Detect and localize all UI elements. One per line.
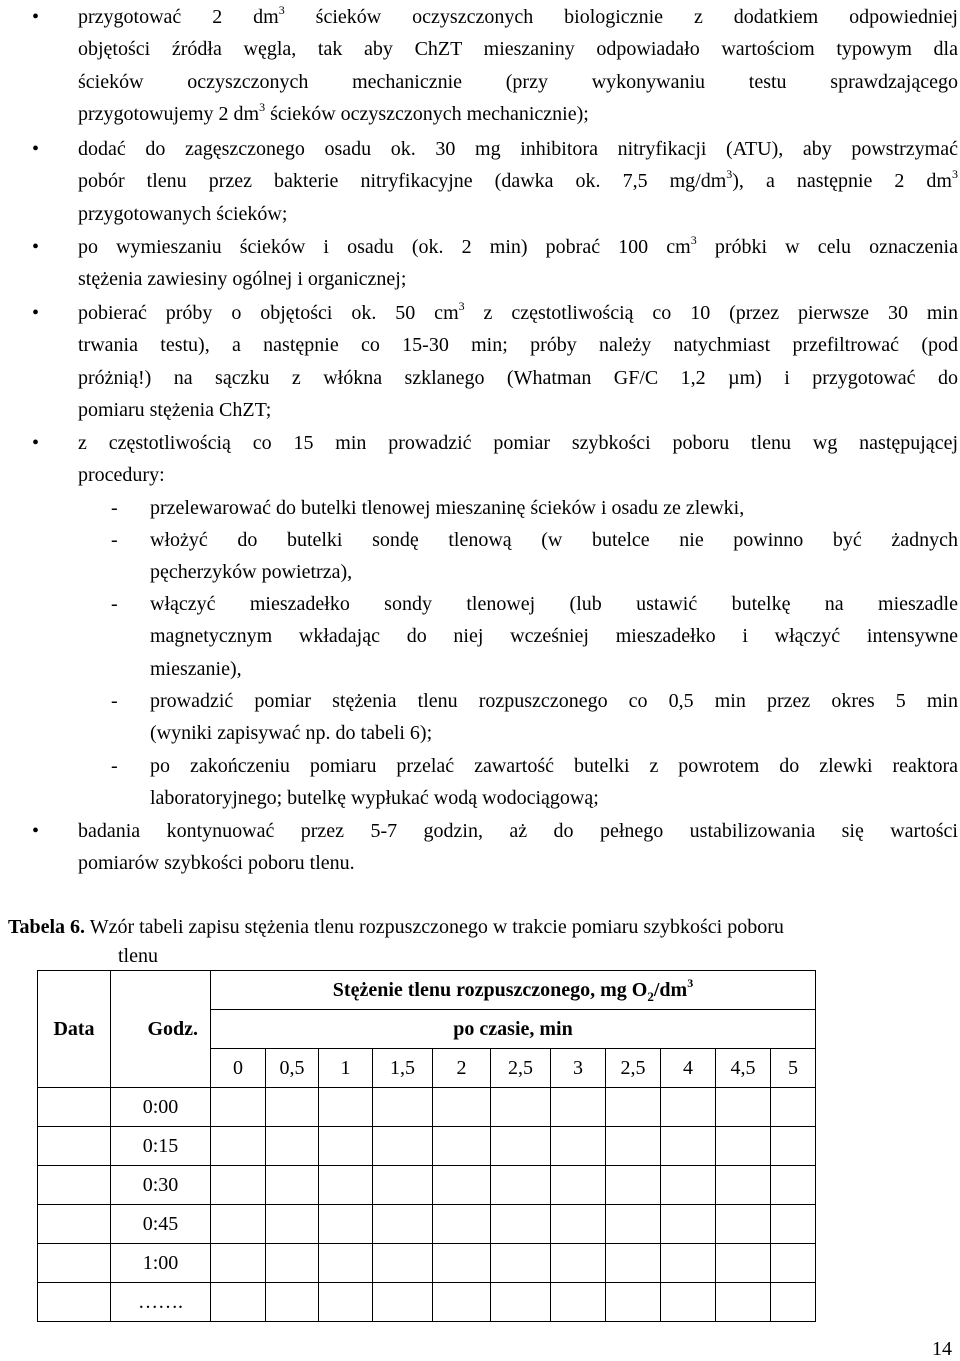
sub-item-5 [150,750,958,815]
text-line: trwania testu), a następnie co 15-30 min; próby należy natychmiast przefiltrować (pod [78,334,958,357]
bullet-item-2 [78,133,958,230]
text-line: ścieków oczyszczonych mechanicznie (przy wykonywaniu testu sprawdzającego [78,70,958,93]
page-number: 14 [932,1338,952,1360]
text-line: po wymieszaniu ścieków i osadu (ok. 2 min) pobrać 100 $cm^3$ próbki w celu oznaczenia [78,233,958,258]
text-line: mieszanie), [150,657,242,680]
table-row [38,1166,816,1205]
bullet-marker: • [32,302,40,324]
bullet-marker: • [32,6,40,28]
text-line: po zakończeniu pomiaru przelać zawartość butelki z powrotem do zlewki reaktora [150,755,958,777]
time-cell: 3 [551,1049,606,1088]
table-caption-text: Wzór tabeli zapisu stężenia tlenu rozpuszczonego w trakcie pomiaru szybkości poboru [85,916,784,938]
time-cell: 4,5 [716,1049,771,1088]
time-cell: 5 [771,1049,816,1088]
godz-cell: 1:00 [111,1244,211,1283]
header-data: Data [38,971,111,1088]
text-line: przelewarować do butelki tlenowej mieszaninę ścieków i osadu ze zlewki, [150,497,745,519]
sub-item-1 [150,492,958,524]
text-line: przygotować 2 $dm^3$ ścieków oczyszczonych biologicznie z dodatkiem odpowiedniej [78,3,958,28]
dash-marker: - [111,497,118,519]
dash-marker: - [111,529,118,551]
table-row [38,1127,816,1166]
table-row [38,1088,816,1127]
table-row [38,1205,816,1244]
text-line: włączyć mieszadełko sondy tlenowej (lub ustawić butelkę na mieszadle [150,593,958,615]
text-line: (wyniki zapisywać np. do tabeli 6); [150,722,433,745]
dash-marker: - [111,755,118,777]
text-line: przygotowujemy 2 $dm^3$ ścieków oczyszczonych mechanicznie); [78,99,589,125]
oxygen-table [37,970,816,1322]
text-line: pęcherzyków powietrza), [150,561,353,584]
dash-marker: - [111,593,118,615]
bullet-marker: • [32,820,40,842]
text-line: przygotowanych ścieków; [78,202,288,225]
text-line: objętości źródła węgla, tak aby ChZT mieszaniny odpowiadało wartościom typowym dla [78,38,958,61]
sub-item-2 [150,524,958,589]
time-cell: 2,5 [491,1049,551,1088]
time-cell: 4 [661,1049,716,1088]
text-line: prowadzić pomiar stężenia tlenu rozpuszczonego co 0,5 min przez okres 5 min [150,690,958,712]
text-line: próżnią!) na sączku z włókna szklanego (Whatman GF/C 1,2 µm) i przygotować do [78,366,958,389]
godz-cell: 0:00 [111,1088,211,1127]
text-line: laboratoryjnego; butelkę wypłukać wodą wodociągową; [150,787,599,810]
text-line: z częstotliwością co 15 min prowadzić pomiar szybkości poboru tlenu wg następującej [78,432,958,454]
table-row [38,1244,816,1283]
time-cell: 0 [211,1049,266,1088]
text-line: pomiarów szybkości poboru tlenu. [78,852,355,875]
text-line: pobór tlenu przez bakterie nitryfikacyjne (dawka ok. 7,5 $mg/dm^3$), a następnie 2 $dm^3$ [78,167,958,193]
text-line: włożyć do butelki sondę tlenową (w butelce nie powinno być żadnych [150,529,958,551]
table-caption-text-cont: tlenu [118,945,158,967]
time-cell: 0,5 [266,1049,319,1088]
text-line: magnetycznym wkładając do niej wcześniej mieszadełko i włączyć intensywne [150,625,958,648]
time-cell: 2 [433,1049,491,1088]
bullet-marker: • [32,138,40,160]
godz-cell: 0:30 [111,1166,211,1205]
table-row [38,1283,816,1322]
sub-item-3 [150,588,958,685]
bullet-item-4 [78,297,958,426]
dash-marker: - [111,690,118,712]
time-cell: 2,5 [606,1049,661,1088]
godz-cell: ……. [111,1283,211,1322]
text-line: pobierać próby o objętości ok. 50 $cm^3$ z częstotliwością co 10 (przez pierwsze 30 min [78,299,958,324]
text-line: badania kontynuować przez 5-7 godzin, aż do pełnego ustabilizowania się wartości [78,820,958,842]
table-caption [8,913,952,971]
bullet-item-5 [78,427,958,492]
time-cell: 1,5 [373,1049,433,1088]
header-time: po czasie, min [211,1010,816,1049]
bullet-item-1 [78,1,958,130]
header-concentration: Stężenie tlenu rozpuszczonego, mg $O_2/dm^3$ [211,971,816,1010]
text-line: dodać do zagęszczonego osadu ok. 30 mg inhibitora nitryfikacji (ATU), aby powstrzymać [78,138,958,160]
godz-cell: 0:15 [111,1127,211,1166]
time-cell: 1 [319,1049,373,1088]
sub-item-4 [150,685,958,750]
table-caption-label: Tabela 6. [8,916,86,938]
bullet-item-6 [78,815,958,880]
godz-cell: 0:45 [111,1205,211,1244]
bullet-item-3 [78,231,958,296]
text-line: stężenia zawiesiny ogólnej i organicznej; [78,268,407,291]
text-line: procedury: [78,464,165,487]
bullet-marker: • [32,236,40,258]
header-godz: Godz. [111,971,211,1088]
text-line: pomiaru stężenia ChZT; [78,398,272,421]
bullet-marker: • [32,432,40,454]
